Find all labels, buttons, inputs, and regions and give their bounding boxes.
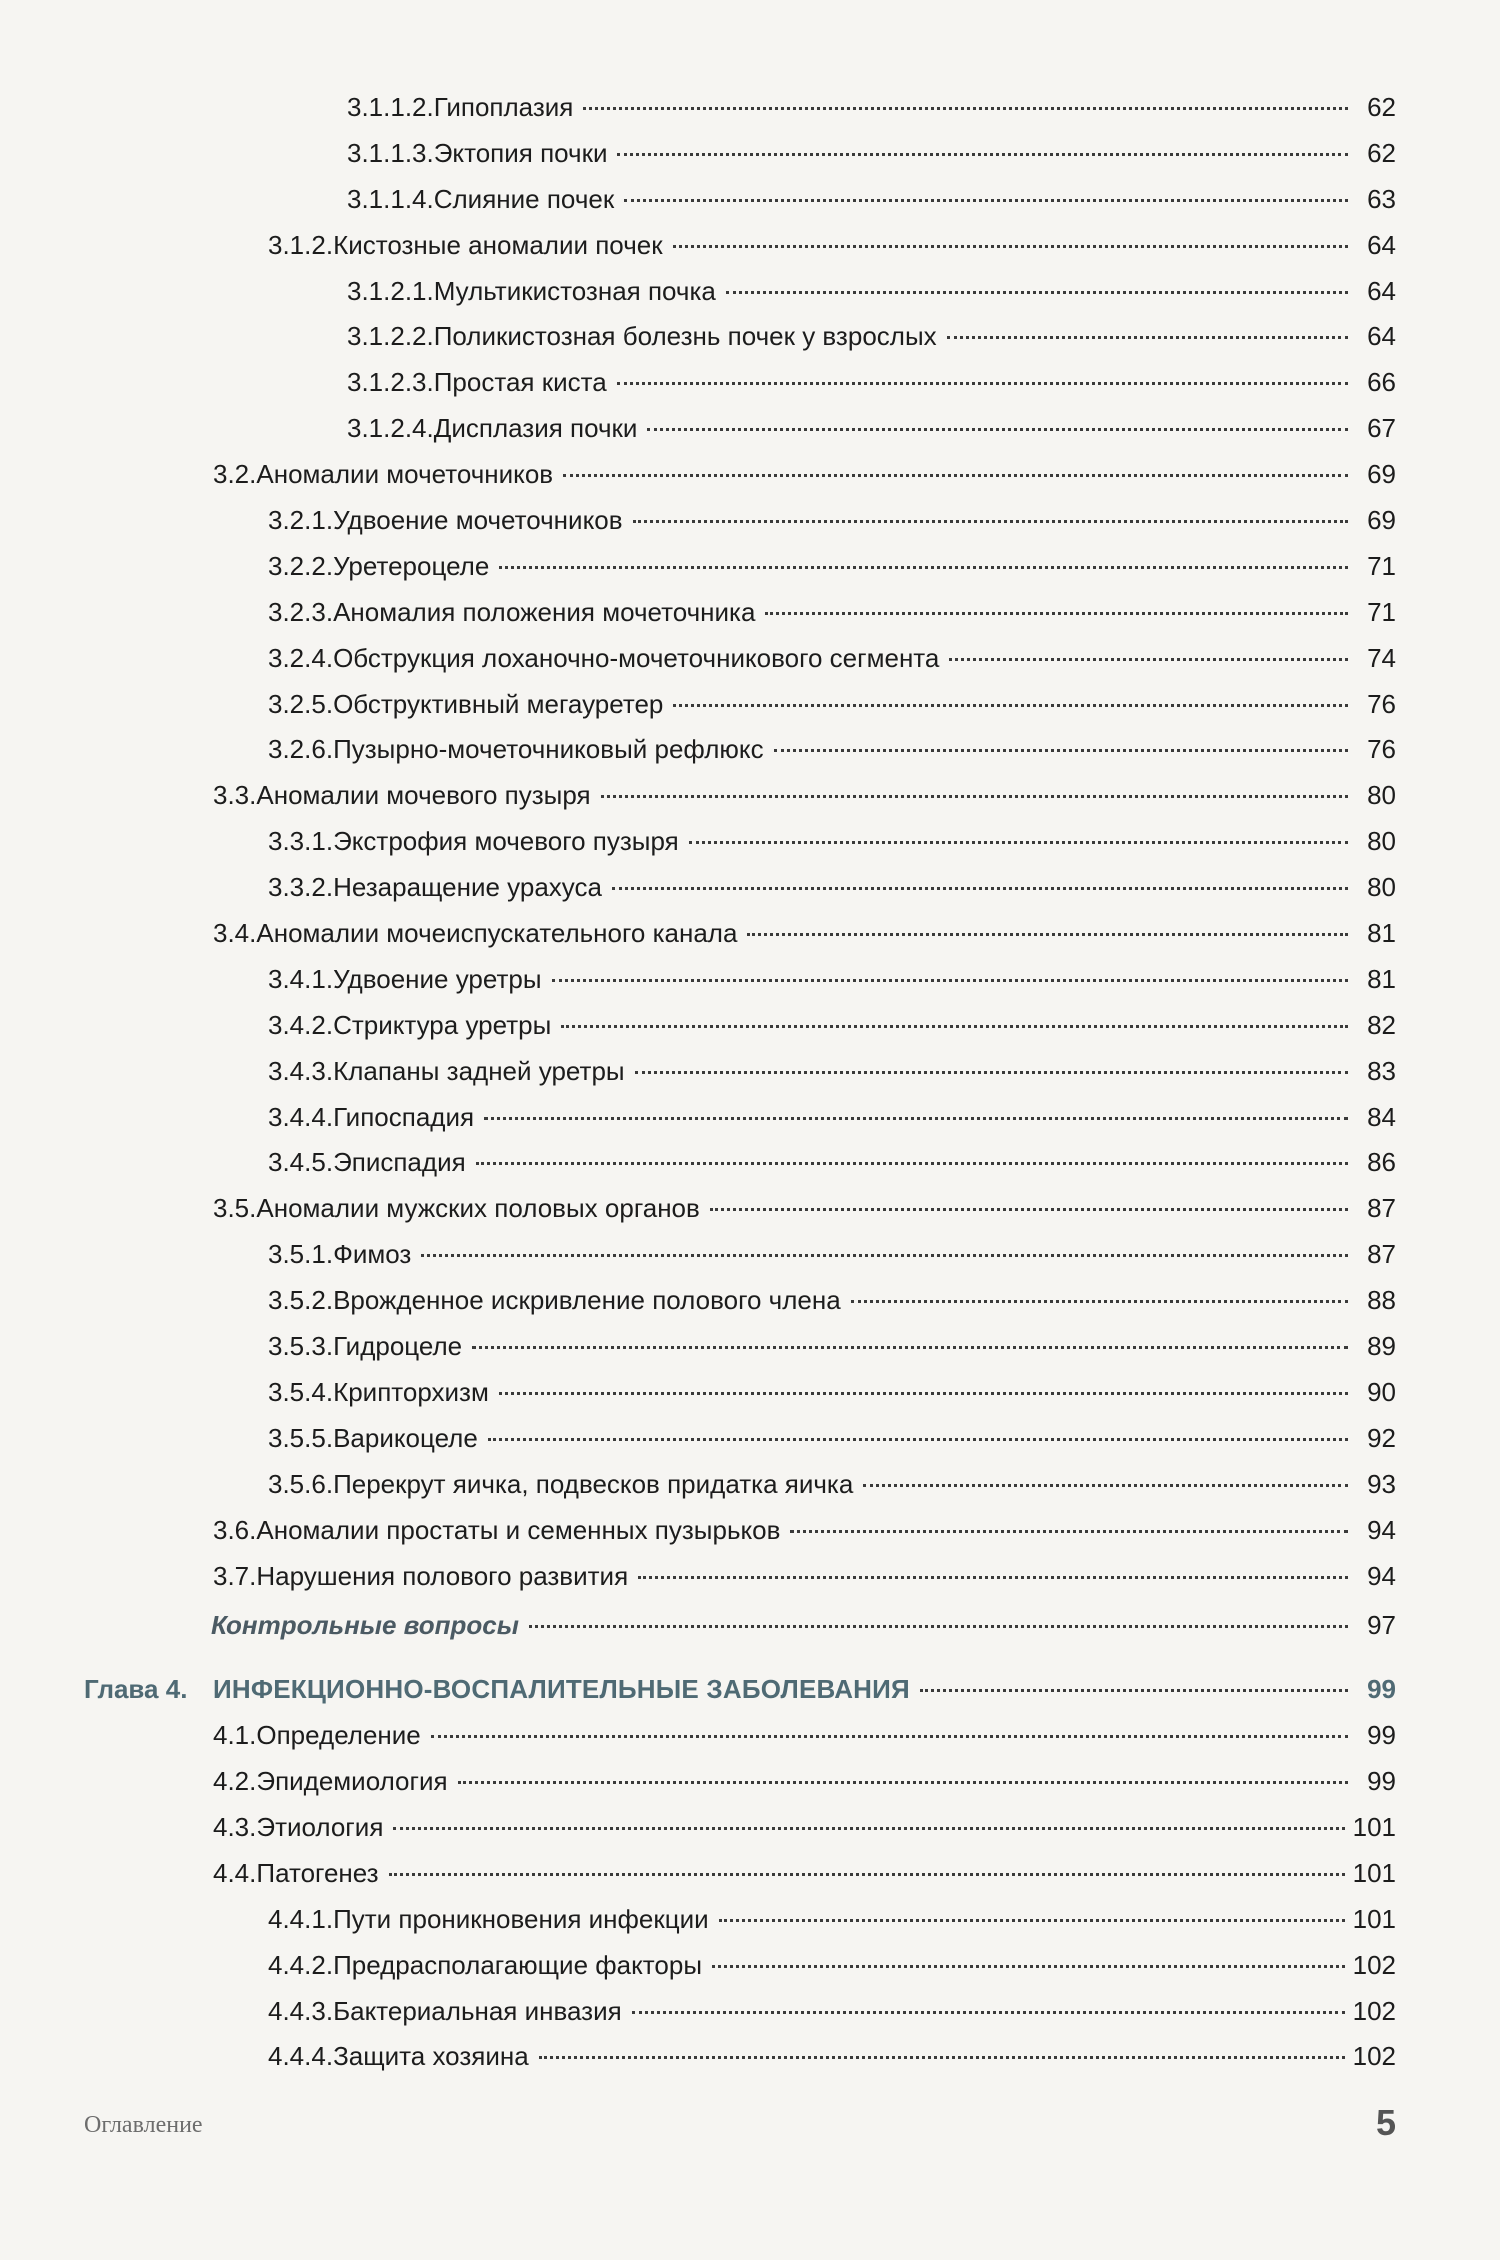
toc-entry <box>0 405 1500 451</box>
dot-leader <box>949 658 1348 661</box>
toc-entry-page: 71 <box>1367 596 1396 627</box>
toc-entry-number: 4.3. <box>213 1811 257 1842</box>
toc-entry-number: 3.1.2.3. <box>347 367 434 398</box>
toc-entry <box>0 1804 1500 1850</box>
toc-entry-number: 3.5. <box>213 1193 257 1224</box>
toc-entry-page: 83 <box>1367 1055 1396 1086</box>
toc-entry <box>0 1231 1500 1277</box>
chapter-label: Глава 4. <box>84 1674 188 1705</box>
toc-entry <box>0 1094 1500 1140</box>
toc-entry <box>0 589 1500 635</box>
dot-leader <box>712 1965 1345 1968</box>
toc-entry <box>0 1369 1500 1415</box>
toc-entry-number: 3.2.4. <box>268 642 334 673</box>
toc-entry-title: Бактериальная инвазия <box>333 1995 622 2026</box>
toc-entry <box>0 451 1500 497</box>
toc-entry <box>0 772 1500 818</box>
table-of-contents <box>0 84 1500 2079</box>
toc-entry-page: 66 <box>1367 367 1396 398</box>
toc-entry-page: 69 <box>1367 505 1396 536</box>
dot-leader <box>617 382 1348 385</box>
toc-entry-number: 3.4.4. <box>268 1101 334 1132</box>
toc-entry-number: 4.4.2. <box>268 1949 334 1980</box>
toc-entry <box>0 359 1500 405</box>
toc-entry-page: 101 <box>1352 1857 1396 1888</box>
toc-entry-page: 88 <box>1367 1285 1396 1316</box>
toc-entry-page: 92 <box>1367 1422 1396 1453</box>
toc-entry-page: 64 <box>1367 229 1396 260</box>
dot-leader <box>624 199 1348 202</box>
toc-entry <box>0 1507 1500 1553</box>
toc-entry-title: Мультикистозная почка <box>433 275 716 306</box>
toc-entry-number: 3.6. <box>213 1514 257 1545</box>
toc-entry-title: Аномалии мужских половых органов <box>256 1193 700 1224</box>
dot-leader <box>765 612 1348 615</box>
toc-entry-number: 3.5.4. <box>268 1376 334 1407</box>
toc-entry-number: 3.1.2.1. <box>347 275 434 306</box>
toc-entry-title: Защита хозяина <box>333 2041 529 2072</box>
dot-leader <box>790 1530 1348 1533</box>
toc-entry-page: 74 <box>1367 642 1396 673</box>
toc-entry <box>0 681 1500 727</box>
dot-leader <box>719 1919 1345 1922</box>
dot-leader <box>389 1873 1345 1876</box>
toc-entry-number: 3.1.2.4. <box>347 413 434 444</box>
toc-entry-page: 102 <box>1352 2041 1396 2072</box>
toc-entry-number: 3.5.5. <box>268 1422 334 1453</box>
toc-entry <box>0 84 1500 130</box>
toc-entry-title: Аномалии простаты и семенных пузырьков <box>256 1514 781 1545</box>
toc-entry-title: Гипоплазия <box>433 92 574 122</box>
dot-leader <box>920 1689 1348 1692</box>
dot-leader <box>647 428 1348 431</box>
toc-entry-title: Аномалия положения мочеточника <box>333 596 756 627</box>
dot-leader <box>710 1208 1348 1211</box>
dot-leader <box>638 1576 1348 1579</box>
toc-entry <box>0 497 1500 543</box>
toc-entry-number: 3.1.1.3. <box>347 137 434 168</box>
toc-entry-number: 3.4.1. <box>268 963 334 994</box>
toc-entry <box>0 1712 1500 1758</box>
toc-entry-page: 80 <box>1367 872 1396 903</box>
toc-entry-number: 3.2.1. <box>268 505 334 536</box>
toc-entry <box>0 1048 1500 1094</box>
toc-chapter-heading <box>0 1666 1500 1712</box>
toc-entry <box>0 635 1500 681</box>
toc-entry-page: 93 <box>1367 1468 1396 1499</box>
toc-entry-title: Врожденное искривление полового члена <box>333 1285 841 1316</box>
toc-entry-title: Уретероцеле <box>333 550 490 581</box>
toc-entry <box>0 864 1500 910</box>
toc-entry <box>0 313 1500 359</box>
toc-entry <box>0 1942 1500 1988</box>
dot-leader <box>689 841 1348 844</box>
toc-entry-page: 94 <box>1367 1514 1396 1545</box>
toc-entry <box>0 130 1500 176</box>
toc-entry-number: 3.3.1. <box>268 826 334 857</box>
page-number: 5 <box>1375 2102 1396 2143</box>
toc-entry-number: 3.2. <box>213 459 257 490</box>
dot-leader <box>552 979 1348 982</box>
toc-entry-page: 63 <box>1367 183 1396 214</box>
toc-entry-number: 3.5.6. <box>268 1468 334 1499</box>
toc-entry-number: 3.5.2. <box>268 1285 334 1316</box>
toc-entry-page: 99 <box>1367 1766 1396 1797</box>
toc-entry-page: 84 <box>1367 1101 1396 1132</box>
toc-entry-title: Эктопия почки <box>433 137 608 168</box>
toc-entry-page: 64 <box>1367 275 1396 306</box>
dot-leader <box>529 1625 1348 1628</box>
toc-entry-page: 64 <box>1367 321 1396 352</box>
toc-entry-title: Стриктура уретры <box>333 1009 552 1040</box>
toc-entry <box>0 1553 1500 1599</box>
toc-entry-title: Клапаны задней уретры <box>333 1055 625 1086</box>
toc-entry-number: 3.1.2. <box>268 229 334 260</box>
toc-entry-number: 4.4.1. <box>268 1903 334 1934</box>
toc-entry-page: 94 <box>1367 1560 1396 1591</box>
toc-entry-page: 80 <box>1367 826 1396 857</box>
toc-entry-review-questions <box>0 1602 1500 1648</box>
dot-leader <box>851 1300 1348 1303</box>
toc-entry-number: 4.4.3. <box>268 1995 334 2026</box>
toc-entry-title: Аномалии мочеиспускательного канала <box>256 918 738 949</box>
toc-entry-title: Кистозные аномалии почек <box>333 229 663 260</box>
toc-entry-title: Крипторхизм <box>333 1376 489 1407</box>
toc-entry-number: 3.4.2. <box>268 1009 334 1040</box>
dot-leader <box>726 291 1348 294</box>
toc-entry-title: Патогенез <box>256 1857 379 1888</box>
toc-entry <box>0 1139 1500 1185</box>
toc-entry <box>0 1461 1500 1507</box>
toc-entry <box>0 222 1500 268</box>
toc-entry-title: Гидроцеле <box>333 1331 463 1362</box>
dot-leader <box>863 1484 1348 1487</box>
toc-entry-title: Гипоспадия <box>333 1101 475 1132</box>
toc-entry-number: 4.2. <box>213 1766 257 1797</box>
toc-entry-page: 76 <box>1367 734 1396 765</box>
toc-entry-number: 3.2.2. <box>268 550 334 581</box>
toc-entry-title: Экстрофия мочевого пузыря <box>333 826 679 857</box>
toc-entry-number: 4.4.4. <box>268 2041 334 2072</box>
dot-leader <box>947 336 1348 339</box>
toc-entry-number: 3.1.1.2. <box>347 92 434 122</box>
dot-leader <box>484 1117 1348 1120</box>
toc-entry <box>0 818 1500 864</box>
dot-leader <box>563 474 1348 477</box>
toc-entry-page: 81 <box>1367 963 1396 994</box>
dot-leader <box>633 520 1348 523</box>
toc-entry-number: 3.2.6. <box>268 734 334 765</box>
dot-leader <box>583 107 1348 110</box>
toc-entry-number: 4.1. <box>213 1720 257 1751</box>
dot-leader <box>539 2056 1345 2059</box>
toc-entry-page: 89 <box>1367 1331 1396 1362</box>
dot-leader <box>488 1438 1348 1441</box>
dot-leader <box>601 795 1348 798</box>
toc-entry-title: Аномалии мочевого пузыря <box>256 780 591 811</box>
toc-entry-title: Пути проникновения инфекции <box>333 1903 709 1934</box>
toc-entry-title: Определение <box>256 1720 421 1751</box>
toc-entry-number: 3.4.5. <box>268 1147 334 1178</box>
dot-leader <box>458 1781 1348 1784</box>
toc-entry <box>0 1850 1500 1896</box>
toc-entry-page: 62 <box>1367 92 1396 122</box>
dot-leader <box>673 704 1348 707</box>
toc-entry-page: 102 <box>1352 1995 1396 2026</box>
toc-entry-page: 101 <box>1352 1811 1396 1842</box>
toc-entry-title: Дисплазия почки <box>433 413 638 444</box>
toc-entry-title: Эпидемиология <box>256 1766 448 1797</box>
toc-entry <box>0 1988 1500 2034</box>
toc-entry-number: 3.2.3. <box>268 596 334 627</box>
toc-entry-number: 3.1.1.4. <box>347 183 434 214</box>
toc-entry-title: Эписпадия <box>333 1147 466 1178</box>
toc-entry-page: 90 <box>1367 1376 1396 1407</box>
toc-entry-page: 71 <box>1367 550 1396 581</box>
toc-entry-title: Обструктивный мегауретер <box>333 688 664 719</box>
toc-entry-number: 3.5.1. <box>268 1239 334 1270</box>
toc-entry <box>0 2033 1500 2079</box>
toc-entry <box>0 1896 1500 1942</box>
toc-entry-title: Удвоение мочеточников <box>333 505 623 536</box>
toc-entry <box>0 1323 1500 1369</box>
dot-leader <box>472 1346 1348 1349</box>
running-footer-label: Оглавление <box>84 2112 203 2138</box>
toc-entry-title: Незаращение урахуса <box>333 872 602 903</box>
dot-leader <box>393 1827 1344 1830</box>
toc-entry-title: Удвоение уретры <box>333 963 542 994</box>
toc-entry-number: 3.5.3. <box>268 1331 334 1362</box>
toc-entry-title: Этиология <box>256 1811 384 1842</box>
toc-entry-title: Поликистозная болезнь почек у взрослых <box>433 321 937 352</box>
toc-entry <box>0 268 1500 314</box>
dot-leader <box>617 153 1348 156</box>
toc-entry <box>0 956 1500 1002</box>
toc-entry-page: 87 <box>1367 1239 1396 1270</box>
toc-entry-page: 62 <box>1367 137 1396 168</box>
toc-entry-page: 101 <box>1352 1903 1396 1934</box>
toc-entry-title: Предрасполагающие факторы <box>333 1949 703 1980</box>
toc-entry-page: 97 <box>1367 1610 1396 1641</box>
toc-entry-number: 3.3.2. <box>268 872 334 903</box>
dot-leader <box>561 1025 1348 1028</box>
toc-entry-title: Аномалии мочеточников <box>256 459 554 490</box>
toc-entry <box>0 1277 1500 1323</box>
toc-entry-number: 3.3. <box>213 780 257 811</box>
toc-entry-page: 99 <box>1367 1720 1396 1751</box>
toc-entry-title: Обструкция лоханочно-мочеточникового сегмента <box>333 642 940 673</box>
toc-entry <box>0 910 1500 956</box>
dot-leader <box>673 245 1348 248</box>
toc-entry-number: 4.4. <box>213 1857 257 1888</box>
toc-entry-number: 3.4.3. <box>268 1055 334 1086</box>
toc-entry <box>0 1185 1500 1231</box>
toc-entry <box>0 176 1500 222</box>
dot-leader <box>499 566 1348 569</box>
toc-entry-page: 82 <box>1367 1009 1396 1040</box>
toc-entry-number: 3.4. <box>213 918 257 949</box>
toc-entry-title: Пузырно-мочеточниковый рефлюкс <box>333 734 764 765</box>
chapter-page: 99 <box>1367 1674 1396 1705</box>
toc-entry-number: 3.1.2.2. <box>347 321 434 352</box>
toc-entry-page: 87 <box>1367 1193 1396 1224</box>
toc-entry-title: Фимоз <box>333 1239 412 1270</box>
toc-entry-page: 81 <box>1367 918 1396 949</box>
toc-entry-page: 76 <box>1367 688 1396 719</box>
toc-entry-title: Простая киста <box>433 367 607 398</box>
toc-entry-page: 102 <box>1352 1949 1396 1980</box>
toc-entry <box>0 726 1500 772</box>
toc-entry-page: 69 <box>1367 459 1396 490</box>
dot-leader <box>499 1392 1348 1395</box>
toc-entry-number: 3.2.5. <box>268 688 334 719</box>
toc-entry-number: 3.7. <box>213 1560 257 1591</box>
toc-entry-title: Контрольные вопросы <box>211 1610 519 1641</box>
dot-leader <box>612 887 1348 890</box>
toc-entry <box>0 543 1500 589</box>
dot-leader <box>421 1254 1348 1257</box>
toc-entry-page: 86 <box>1367 1147 1396 1178</box>
chapter-title: ИНФЕКЦИОННО-ВОСПАЛИТЕЛЬНЫЕ ЗАБОЛЕВАНИЯ <box>213 1674 910 1705</box>
toc-entry <box>0 1415 1500 1461</box>
toc-entry-title: Нарушения полового развития <box>256 1560 629 1591</box>
toc-entry-title: Слияние почек <box>433 183 615 214</box>
toc-entry-page: 80 <box>1367 780 1396 811</box>
toc-entry <box>0 1758 1500 1804</box>
toc-entry <box>0 1002 1500 1048</box>
dot-leader <box>747 933 1348 936</box>
toc-entry-title: Варикоцеле <box>333 1422 478 1453</box>
dot-leader <box>632 2011 1345 2014</box>
dot-leader <box>431 1735 1348 1738</box>
toc-entry-title: Перекрут яичка, подвесков придатка яичка <box>333 1468 854 1499</box>
dot-leader <box>774 749 1348 752</box>
dot-leader <box>635 1071 1348 1074</box>
dot-leader <box>476 1162 1348 1165</box>
toc-entry-page: 67 <box>1367 413 1396 444</box>
